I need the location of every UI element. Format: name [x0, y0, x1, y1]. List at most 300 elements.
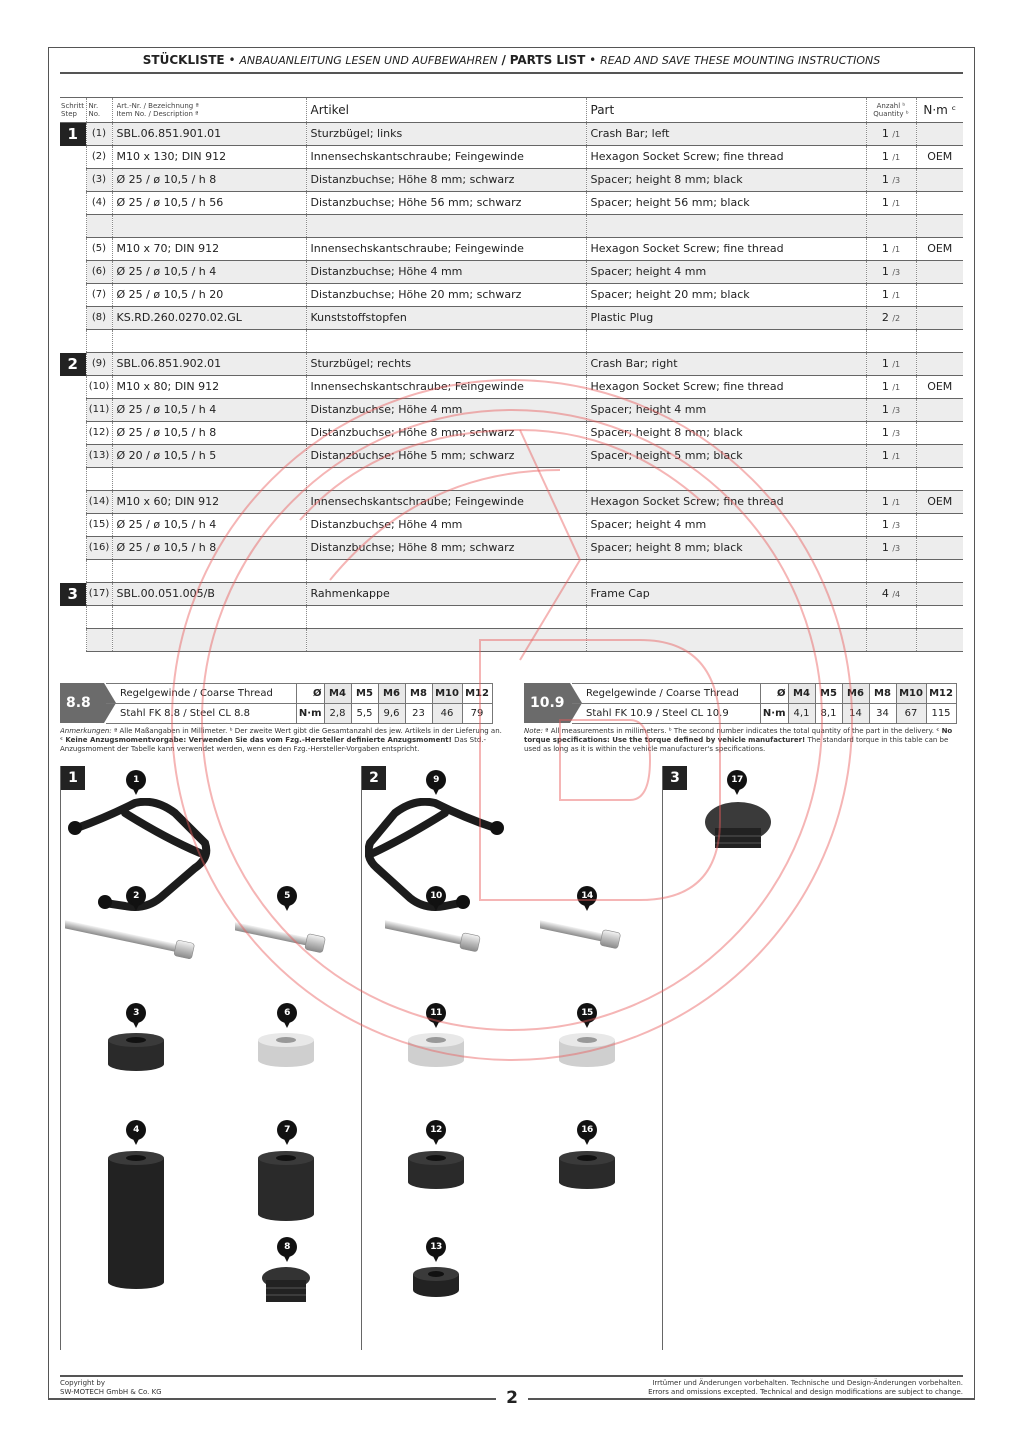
step-cell: [60, 192, 86, 215]
torque-size: M5: [351, 684, 378, 704]
spacer-h56-image: [107, 1150, 165, 1294]
item-artikel: Innensechskantschraube; Feingewinde: [306, 238, 586, 261]
item-code: SBL.06.851.901.01: [112, 123, 306, 146]
torque-size: M12: [926, 684, 956, 704]
spacer-h8-image: [107, 1032, 165, 1076]
part-callout-pin: [577, 886, 597, 912]
title-en: PARTS LIST: [509, 53, 586, 67]
quantity-total: /2: [892, 313, 901, 323]
item-quantity: [866, 284, 916, 307]
disclaimer-en: Errors and omissions excepted. Technical and design modifications are subject to change.: [648, 1388, 963, 1396]
quantity-total: /1: [892, 382, 901, 392]
item-part: Crash Bar; right: [586, 353, 866, 376]
item-number: [86, 215, 112, 238]
item-torque: [916, 261, 963, 284]
step-cell: [60, 399, 86, 422]
notes-de-c-bold: ᶜ Keine Anzugsmomentvorgabe: Verwenden Sie das vom Fzg.-Hersteller definierte Anzugsmoment!: [60, 736, 452, 744]
notes-de-c-rest: Das Std.-Anzugsmoment der Tabelle kann verwendet werden, wenn es den Fzg.-Hersteller-Vorgaben entspricht.: [60, 736, 487, 753]
item-number: [86, 606, 112, 629]
callout-number: 8: [277, 1237, 297, 1257]
torque-row-label: Regelgewinde / Coarse Thread: [106, 684, 296, 704]
part-callout-pin: [126, 770, 146, 796]
quantity-value: 1: [881, 425, 889, 439]
step-cell: [60, 422, 86, 445]
item-quantity: [866, 422, 916, 445]
item-torque: [916, 537, 963, 560]
torque-grade-badge: 10.9: [524, 683, 570, 723]
part-callout-pin: [277, 1003, 297, 1029]
item-code: M10 x 70; DIN 912: [112, 238, 306, 261]
callout-number: 3: [126, 1003, 146, 1023]
footer-copyright: [60, 1379, 260, 1397]
notes-de-label: Anmerkungen:: [60, 727, 112, 735]
item-artikel: Distanzbuchse; Höhe 4 mm: [306, 514, 586, 537]
torque-unit: Ø: [760, 684, 788, 704]
quantity-total: /3: [892, 267, 901, 277]
item-quantity: [866, 606, 916, 629]
quantity-total: /1: [892, 198, 901, 208]
quantity-total: /1: [892, 244, 901, 254]
item-torque: [916, 468, 963, 491]
torque-size: M4: [788, 684, 815, 704]
col-step: [60, 98, 86, 123]
item-part: [586, 606, 866, 629]
col-step-de: Schritt: [61, 102, 85, 110]
item-number: (12): [86, 422, 112, 445]
callout-pointer: [131, 1135, 141, 1145]
step-cell: [60, 261, 86, 284]
quantity-value: 1: [881, 126, 889, 140]
item-torque: OEM: [916, 238, 963, 261]
torque-value-row: [106, 704, 492, 724]
item-artikel: Innensechskantschraube; Feingewinde: [306, 146, 586, 169]
item-part: Hexagon Socket Screw; fine thread: [586, 376, 866, 399]
torque-value: 8,1: [815, 704, 842, 724]
step-badge: 2: [60, 353, 86, 376]
table-row: [60, 468, 963, 491]
item-part: Spacer; height 20 mm; black: [586, 284, 866, 307]
part-callout-pin: [277, 1120, 297, 1146]
quantity-value: 1: [881, 356, 889, 370]
copyright-line-1: Copyright by: [60, 1379, 106, 1387]
quantity-value: 2: [881, 310, 889, 324]
item-part: [586, 215, 866, 238]
item-artikel: Distanzbuchse; Höhe 20 mm; schwarz: [306, 284, 586, 307]
item-number: [86, 629, 112, 652]
torque-size: M12: [462, 684, 492, 704]
part-callout-pin: [426, 1003, 446, 1029]
callout-pointer: [282, 1018, 292, 1028]
col-art-en: Item No. / Description ª: [116, 110, 199, 118]
item-code: M10 x 130; DIN 912: [112, 146, 306, 169]
item-torque: [916, 422, 963, 445]
item-number: [86, 560, 112, 583]
quantity-value: 1: [881, 448, 889, 462]
notes-en: [524, 727, 964, 763]
spacer-h8-image: [407, 1150, 465, 1194]
quantity-value: 1: [881, 494, 889, 508]
item-number: (15): [86, 514, 112, 537]
item-torque: OEM: [916, 146, 963, 169]
item-artikel: Distanzbuchse; Höhe 5 mm; schwarz: [306, 445, 586, 468]
torque-value: 5,5: [351, 704, 378, 724]
item-part: [586, 560, 866, 583]
callout-pointer: [131, 901, 141, 911]
item-number: (4): [86, 192, 112, 215]
quantity-total: /3: [892, 543, 901, 553]
item-torque: [916, 583, 963, 606]
item-artikel: [306, 330, 586, 353]
item-number: (8): [86, 307, 112, 330]
table-row: [60, 491, 963, 514]
step-cell: [60, 445, 86, 468]
spacer-h5-image: [412, 1266, 460, 1302]
frame-cap-image: [703, 800, 773, 862]
step-cell: [60, 606, 86, 629]
item-number: (6): [86, 261, 112, 284]
step-cell: [60, 560, 86, 583]
part-callout-pin: [277, 886, 297, 912]
quantity-total: /1: [892, 451, 901, 461]
table-row: [60, 215, 963, 238]
page-number: 2: [496, 1387, 528, 1409]
item-quantity: [866, 629, 916, 652]
torque-size: M10: [432, 684, 462, 704]
item-code: Ø 25 / ø 10,5 / h 4: [112, 261, 306, 284]
callout-number: 11: [426, 1003, 446, 1023]
item-code: Ø 25 / ø 10,5 / h 8: [112, 537, 306, 560]
quantity-total: /3: [892, 175, 901, 185]
callout-pointer: [732, 785, 742, 795]
quantity-total: /1: [892, 129, 901, 139]
item-torque: [916, 284, 963, 307]
item-part: Spacer; height 8 mm; black: [586, 537, 866, 560]
callout-number: 12: [426, 1120, 446, 1140]
item-part: Hexagon Socket Screw; fine thread: [586, 491, 866, 514]
callout-number: 15: [577, 1003, 597, 1023]
panel-step-badge: 3: [663, 766, 687, 790]
torque-value-row: [572, 704, 956, 724]
part-callout-pin: [727, 770, 747, 796]
part-callout-pin: [126, 886, 146, 912]
table-row: [60, 422, 963, 445]
item-artikel: Innensechskantschraube; Feingewinde: [306, 491, 586, 514]
item-torque: [916, 514, 963, 537]
item-quantity: [866, 215, 916, 238]
notes-en-c-rest: The standard torque in this table can be used as long as it is within the vehicle manufacturer's specifications.: [524, 736, 949, 753]
plastic-plug-image: [260, 1266, 312, 1312]
item-artikel: [306, 215, 586, 238]
quantity-value: 1: [881, 149, 889, 163]
quantity-total: /1: [892, 290, 901, 300]
callout-pointer: [431, 1135, 441, 1145]
quantity-total: /1: [892, 359, 901, 369]
item-part: Plastic Plug: [586, 307, 866, 330]
page-title: [60, 52, 963, 69]
item-torque: OEM: [916, 491, 963, 514]
callout-number: 14: [577, 886, 597, 906]
spacer-h20-image: [257, 1150, 315, 1226]
spacer-h4-image: [257, 1032, 315, 1072]
item-number: (14): [86, 491, 112, 514]
notes-en-b: ᵇ The second number indicates the total quantity of the part in the delivery.: [668, 727, 934, 735]
table-row: [60, 284, 963, 307]
table-row: [60, 353, 963, 376]
item-code: M10 x 80; DIN 912: [112, 376, 306, 399]
callout-pointer: [582, 1018, 592, 1028]
callout-pointer: [131, 785, 141, 795]
item-quantity: [866, 560, 916, 583]
table-row: [60, 445, 963, 468]
title-bar: /: [501, 53, 506, 67]
callout-pointer: [431, 901, 441, 911]
torque-grade-badge: 8.8: [60, 683, 104, 723]
callout-number: 7: [277, 1120, 297, 1140]
table-row: [60, 583, 963, 606]
notes-en-a: ª All measurements in millimeters.: [545, 727, 667, 735]
part-callout-pin: [577, 1120, 597, 1146]
item-number: (9): [86, 353, 112, 376]
quantity-total: /3: [892, 428, 901, 438]
item-quantity: [866, 445, 916, 468]
table-row: [60, 146, 963, 169]
torque-value: 115: [926, 704, 956, 724]
item-number: (2): [86, 146, 112, 169]
notes-de-b: ᵇ Der zweite Wert gibt die Gesamtanzahl des jew. Artikels in der Lieferung an.: [229, 727, 502, 735]
item-artikel: [306, 468, 586, 491]
item-code: [112, 330, 306, 353]
item-artikel: Sturzbügel; rechts: [306, 353, 586, 376]
item-artikel: Distanzbuchse; Höhe 8 mm; schwarz: [306, 422, 586, 445]
table-row: [60, 307, 963, 330]
torque-value: 4,1: [788, 704, 815, 724]
torque-size: M10: [896, 684, 926, 704]
item-number: [86, 468, 112, 491]
title-en-sub: READ AND SAVE THESE MOUNTING INSTRUCTIONS: [600, 54, 881, 67]
torque-value: 46: [432, 704, 462, 724]
table-row: [60, 330, 963, 353]
item-code: Ø 25 / ø 10,5 / h 4: [112, 514, 306, 537]
torque-size: M6: [842, 684, 869, 704]
callout-number: 2: [126, 886, 146, 906]
col-nm: N·m ᶜ: [916, 98, 963, 123]
table-row: [60, 376, 963, 399]
quantity-value: 1: [881, 287, 889, 301]
step-cell: [60, 284, 86, 307]
callout-number: 9: [426, 770, 446, 790]
table-row: [60, 123, 963, 146]
item-artikel: Rahmenkappe: [306, 583, 586, 606]
callout-number: 6: [277, 1003, 297, 1023]
item-code: M10 x 60; DIN 912: [112, 491, 306, 514]
bolt-m10x60-image: [540, 914, 650, 973]
quantity-total: /4: [892, 589, 901, 599]
step-cell: [60, 514, 86, 537]
item-code: [112, 468, 306, 491]
table-row: [60, 238, 963, 261]
table-row: [60, 514, 963, 537]
item-part: Crash Bar; left: [586, 123, 866, 146]
item-torque: [916, 606, 963, 629]
item-artikel: Distanzbuchse; Höhe 4 mm: [306, 399, 586, 422]
item-quantity: [866, 261, 916, 284]
item-quantity: [866, 192, 916, 215]
spacer-h8-image: [558, 1150, 616, 1194]
part-callout-pin: [577, 1003, 597, 1029]
panel-step-badge: 2: [362, 766, 386, 790]
col-part: Part: [586, 98, 866, 123]
item-code: Ø 25 / ø 10,5 / h 56: [112, 192, 306, 215]
bolt-m10x130-image: [65, 914, 210, 974]
torque-table-0: [60, 683, 500, 723]
torque-row-label: Stahl FK 8.8 / Steel CL 8.8: [106, 704, 296, 724]
item-code: Ø 25 / ø 10,5 / h 8: [112, 169, 306, 192]
item-number: (17): [86, 583, 112, 606]
bolt-m10x80-image: [385, 914, 495, 973]
torque-size: M8: [405, 684, 432, 704]
torque-value: 34: [869, 704, 896, 724]
torque-size-row: [106, 684, 492, 704]
col-qty: [866, 98, 916, 123]
item-artikel: Sturzbügel; links: [306, 123, 586, 146]
part-callout-pin: [426, 1237, 446, 1263]
part-callout-pin: [126, 1003, 146, 1029]
item-torque: [916, 629, 963, 652]
item-number: (10): [86, 376, 112, 399]
title-dot: •: [589, 53, 597, 67]
col-nr: [86, 98, 112, 123]
col-step-en: Step: [61, 110, 77, 118]
part-callout-pin: [126, 1120, 146, 1146]
item-torque: [916, 353, 963, 376]
table-row: [60, 192, 963, 215]
callout-number: 5: [277, 886, 297, 906]
item-torque: [916, 445, 963, 468]
item-code: SBL.00.051.005/B: [112, 583, 306, 606]
spacer-h4-image: [558, 1032, 616, 1072]
quantity-value: 1: [881, 402, 889, 416]
torque-value: 23: [405, 704, 432, 724]
callout-pointer: [282, 1135, 292, 1145]
item-quantity: [866, 583, 916, 606]
step-cell: [60, 146, 86, 169]
item-quantity: [866, 468, 916, 491]
torque-size: M4: [324, 684, 351, 704]
step-cell: [60, 629, 86, 652]
torque-table-1: [524, 683, 964, 723]
torque-size: M5: [815, 684, 842, 704]
item-quantity: [866, 537, 916, 560]
torque-unit: Ø: [296, 684, 324, 704]
item-part: Hexagon Socket Screw; fine thread: [586, 146, 866, 169]
col-nr-en: No.: [88, 110, 101, 118]
col-qty-en: Quantity ᵇ: [873, 110, 909, 118]
part-callout-pin: [426, 886, 446, 912]
item-quantity: [866, 123, 916, 146]
quantity-value: 1: [881, 264, 889, 278]
callout-pointer: [282, 1252, 292, 1262]
callout-pointer: [582, 901, 592, 911]
torque-size: M8: [869, 684, 896, 704]
quantity-value: 1: [881, 540, 889, 554]
callout-number: 1: [126, 770, 146, 790]
notes-de: [60, 727, 502, 763]
item-artikel: [306, 560, 586, 583]
table-row: [60, 537, 963, 560]
item-quantity: [866, 146, 916, 169]
item-code: Ø 25 / ø 10,5 / h 20: [112, 284, 306, 307]
item-torque: [916, 307, 963, 330]
torque-value: 2,8: [324, 704, 351, 724]
item-number: (16): [86, 537, 112, 560]
quantity-total: /3: [892, 405, 901, 415]
item-code: Ø 20 / ø 10,5 / h 5: [112, 445, 306, 468]
table-row: [60, 169, 963, 192]
col-artikel: Artikel: [306, 98, 586, 123]
item-quantity: [866, 376, 916, 399]
torque-row-label: Regelgewinde / Coarse Thread: [572, 684, 760, 704]
torque-size: M6: [378, 684, 405, 704]
item-torque: [916, 123, 963, 146]
step-badge: 1: [60, 123, 86, 146]
title-de: STÜCKLISTE: [142, 53, 225, 67]
callout-number: 16: [577, 1120, 597, 1140]
item-quantity: [866, 307, 916, 330]
col-qty-de: Anzahl ᵇ: [876, 102, 906, 110]
torque-value: 79: [462, 704, 492, 724]
step-cell: [60, 537, 86, 560]
item-quantity: [866, 514, 916, 537]
item-artikel: Distanzbuchse; Höhe 56 mm; schwarz: [306, 192, 586, 215]
notes-de-a: ª Alle Maßangaben in Millimeter.: [113, 727, 228, 735]
item-code: SBL.06.851.902.01: [112, 353, 306, 376]
item-torque: [916, 399, 963, 422]
quantity-total: /3: [892, 520, 901, 530]
callout-pointer: [131, 1018, 141, 1028]
torque-row-label: Stahl FK 10.9 / Steel CL 10.9: [572, 704, 760, 724]
callout-number: 13: [426, 1237, 446, 1257]
title-de-sub: ANBAUANLEITUNG LESEN UND AUFBEWAHREN: [239, 54, 498, 67]
torque-unit: N·m: [296, 704, 324, 724]
notes-en-c-bold: ᶜ No torque specifications: Use the torque defined by vehicle manufacturer!: [524, 727, 953, 744]
item-torque: [916, 215, 963, 238]
item-quantity: [866, 169, 916, 192]
callout-pointer: [431, 1252, 441, 1262]
quantity-total: /1: [892, 497, 901, 507]
table-header-row: [60, 98, 963, 123]
callout-pointer: [582, 1135, 592, 1145]
table-row: [60, 606, 963, 629]
quantity-value: 1: [881, 241, 889, 255]
step-cell: [60, 238, 86, 261]
col-art-de: Art.-Nr. / Bezeichnung ª: [116, 102, 199, 110]
torque-size-row: [572, 684, 956, 704]
title-rule: [60, 72, 963, 74]
step-badge: 3: [60, 583, 86, 606]
item-part: Spacer; height 56 mm; black: [586, 192, 866, 215]
step-cell: [60, 491, 86, 514]
item-torque: [916, 169, 963, 192]
item-part: Spacer; height 8 mm; black: [586, 422, 866, 445]
table-row: [60, 560, 963, 583]
parts-table: [60, 97, 963, 652]
item-quantity: [866, 330, 916, 353]
step-cell: [60, 330, 86, 353]
item-torque: [916, 330, 963, 353]
footer-rule: [60, 1375, 963, 1377]
bolt-m10x70-image: [235, 916, 345, 975]
title-dot: •: [228, 53, 236, 67]
